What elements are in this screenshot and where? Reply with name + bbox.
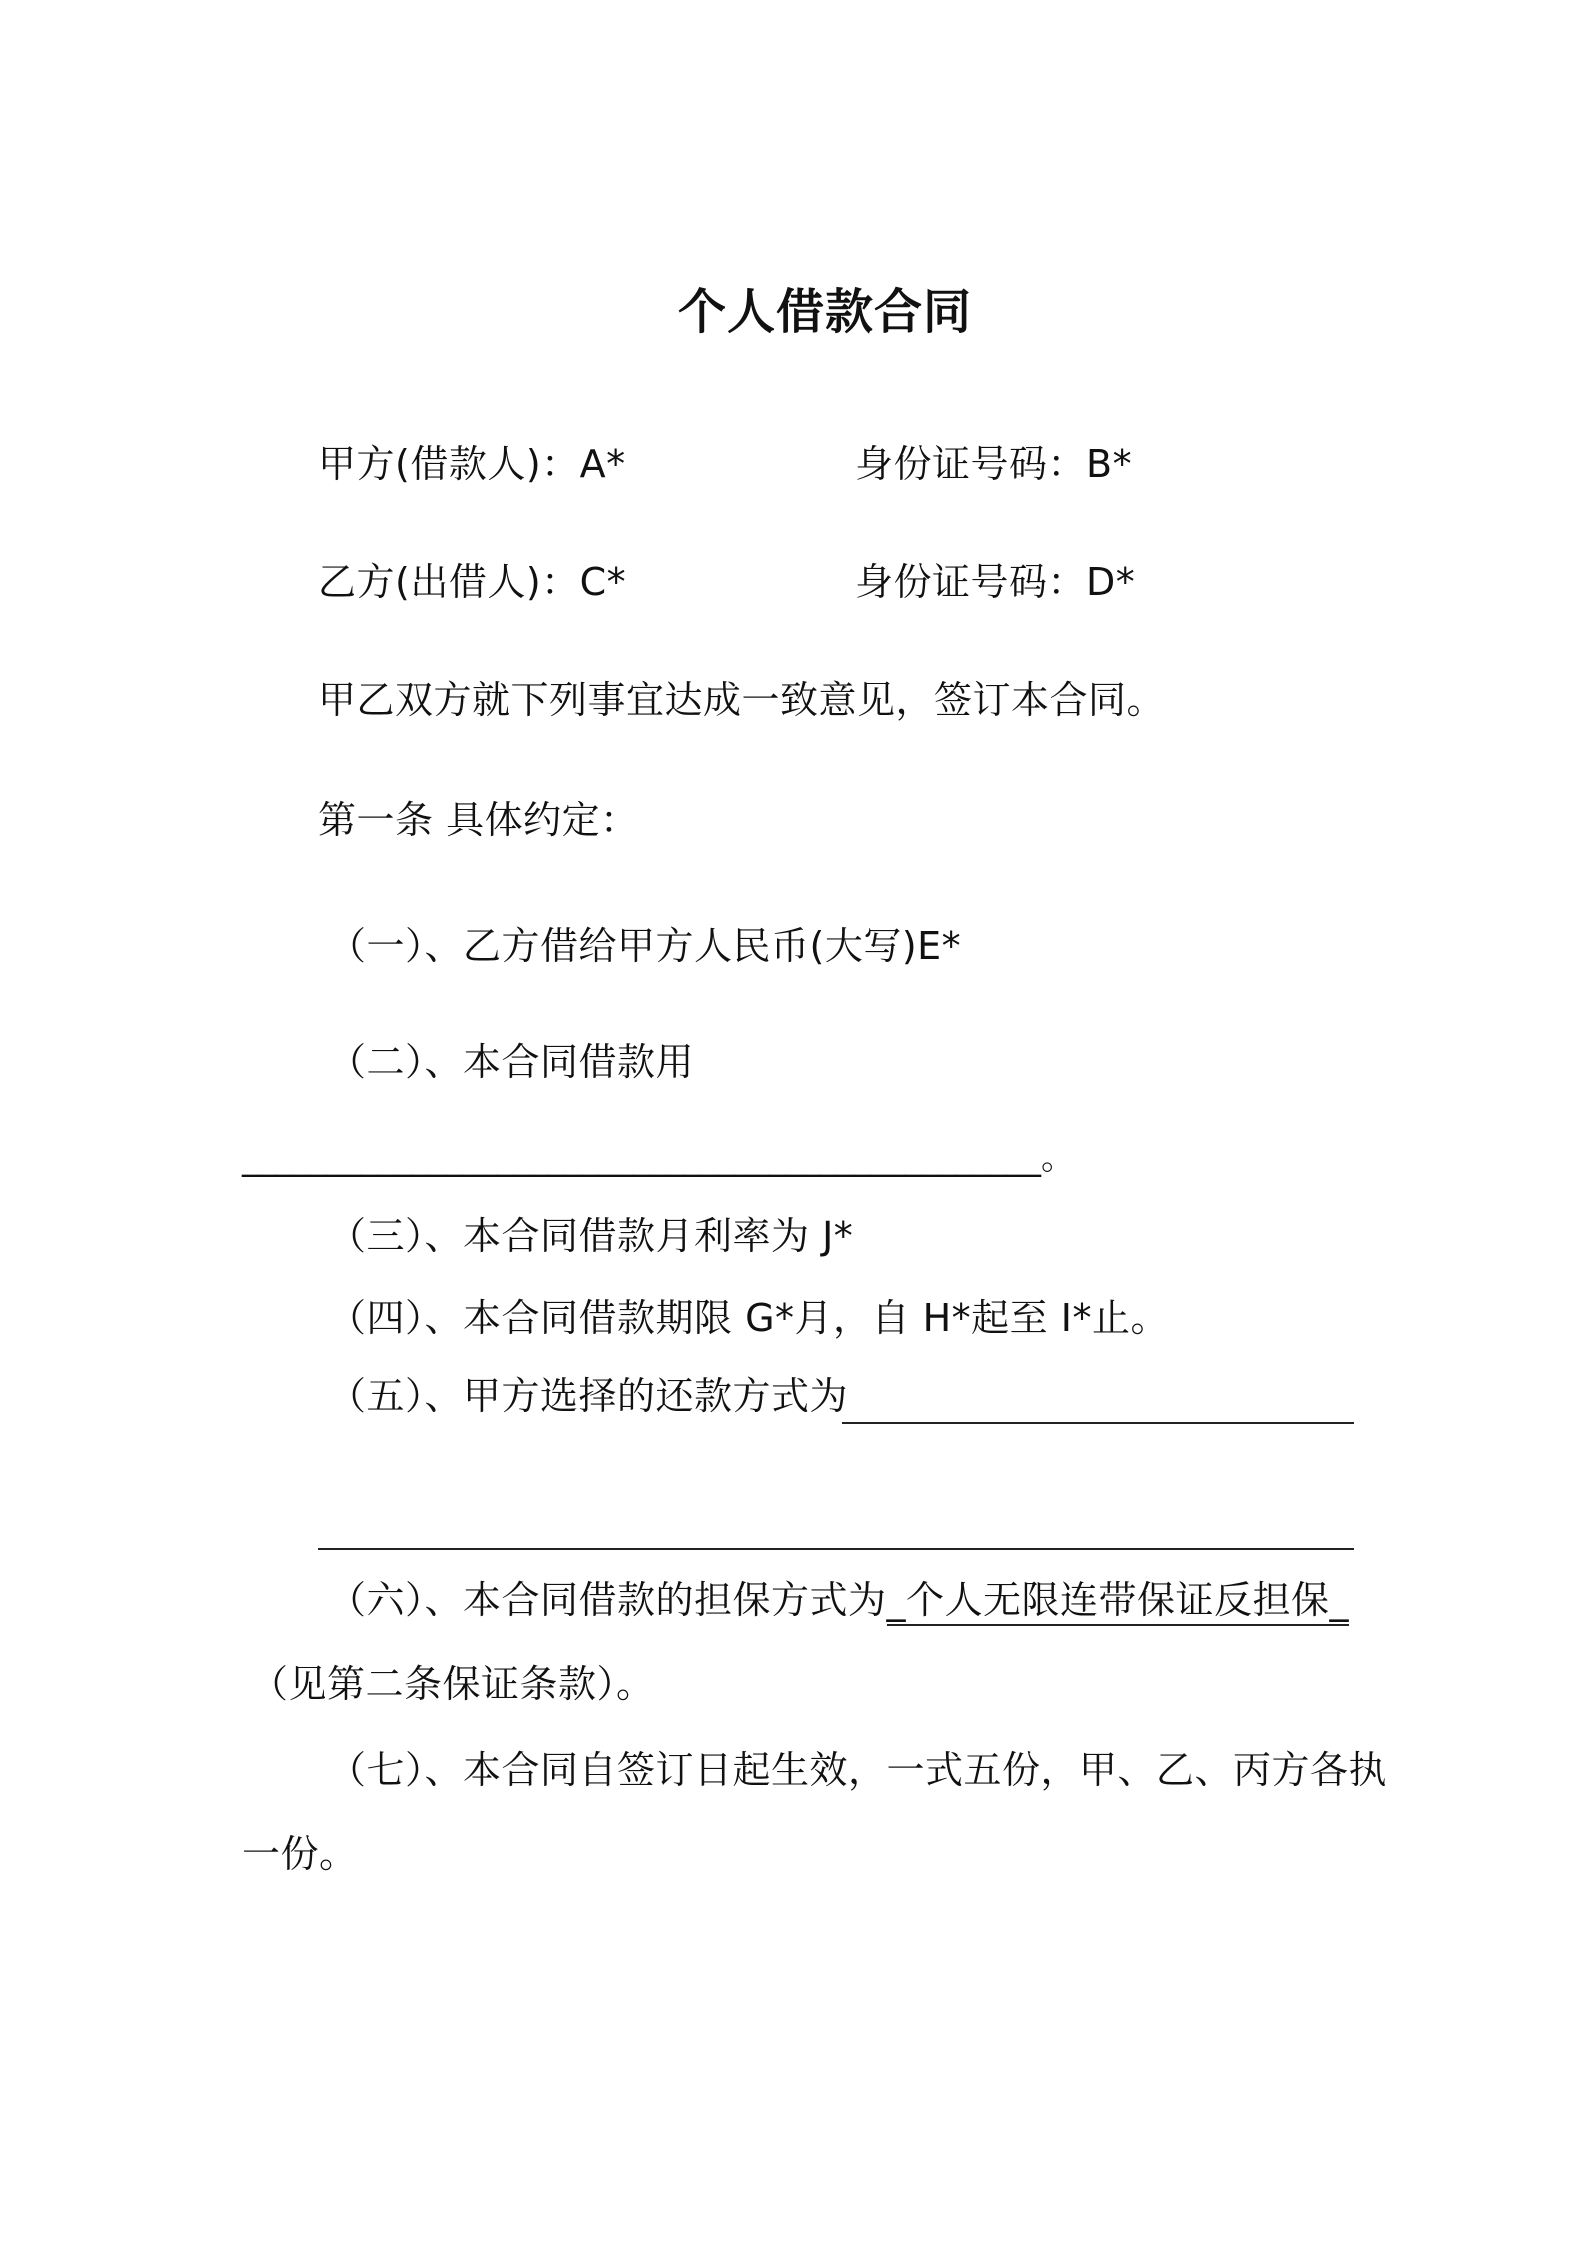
party-a-label: 甲方(借款人)：A* — [318, 442, 626, 486]
article1-heading: 第一条 具体约定： — [318, 798, 639, 842]
item-6-guarantee-value: _个人无限连带保证反担保_ — [887, 1578, 1350, 1626]
item-5-blank-line-2 — [318, 1548, 1354, 1550]
party-b-id: 身份证号码：D* — [855, 560, 1136, 604]
item-6 — [328, 1576, 1349, 1624]
item-5-blank-line — [842, 1422, 1354, 1424]
party-a-id: 身份证号码：B* — [855, 442, 1133, 486]
item-2-blank-line: _______________________________________________。 — [242, 1138, 1075, 1178]
item-3: （三）、本合同借款月利率为 J* — [328, 1214, 854, 1258]
intro-text: 甲乙双方就下列事宜达成一致意见，签订本合同。 — [318, 678, 1166, 722]
item-4: （四）、本合同借款期限 G*月，自 H*起至 I*止。 — [328, 1296, 1169, 1340]
item-1: （一）、乙方借给甲方人民币(大写)E* — [328, 924, 962, 968]
item-6-continued: （见第二条保证条款）。 — [250, 1662, 655, 1706]
item-5: （五）、甲方选择的还款方式为 — [328, 1374, 849, 1418]
item-7: （七）、本合同自签订日起生效，一式五份，甲、乙、丙方各执 — [328, 1748, 1388, 1792]
item-6-prefix: （六）、本合同借款的担保方式为 — [328, 1578, 887, 1622]
item-7-continued: 一份。 — [242, 1832, 358, 1876]
item-2: （二）、本合同借款用 — [328, 1040, 695, 1084]
document-title: 个人借款合同 — [677, 284, 972, 340]
party-b-label: 乙方(出借人)：C* — [318, 560, 627, 604]
